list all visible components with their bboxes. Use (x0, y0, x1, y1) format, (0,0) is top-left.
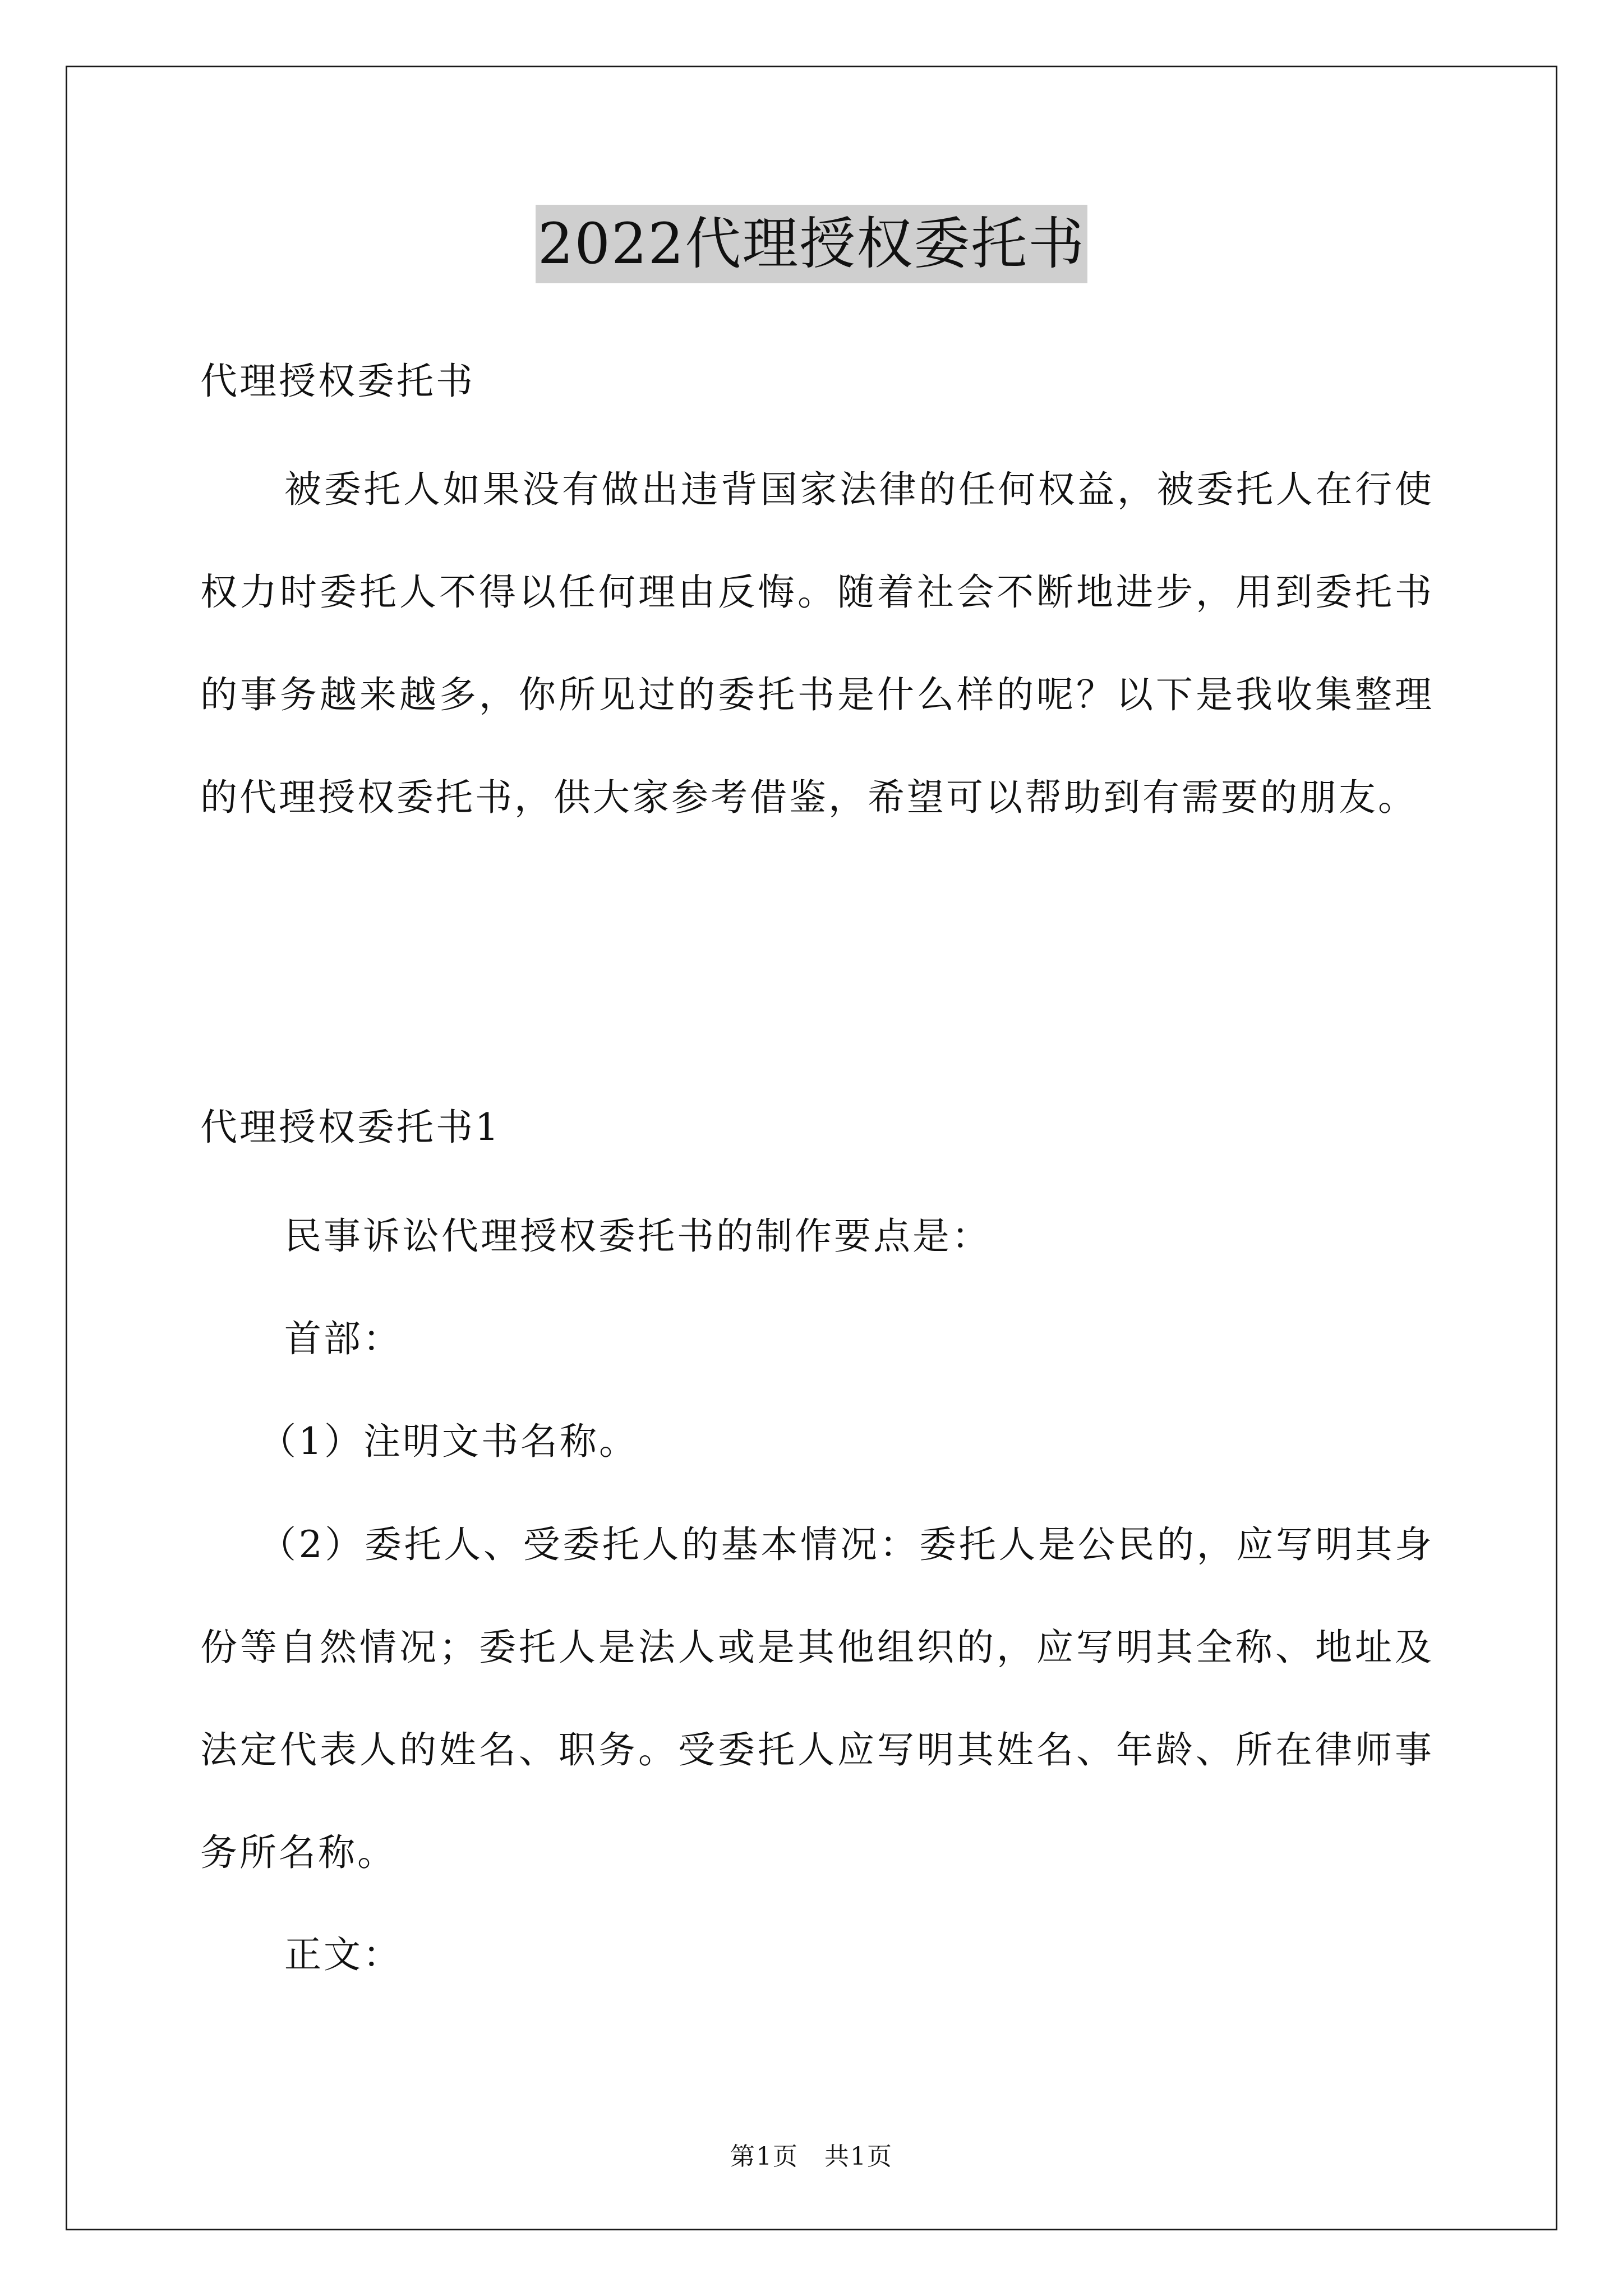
page-footer: 第1页 共1页 (730, 2142, 893, 2171)
section-heading: 代理授权委托书1 (200, 1106, 501, 1149)
intro-paragraph: 被委托人如果没有做出违背国家法律的任何权益，被委托人在行使权力时委托人不得以任何理由反悔。随着社会不断地进步，用到委托书的事务越来越多，你所见过的委托书是什么样的呢？以下是我收集整理的代理授权委托书，供大家参考借鉴，希望可以帮助到有需要的朋友。 (200, 468, 1434, 819)
list-item: （1）注明文书名称。 (259, 1420, 638, 1463)
list-item: （2）委托人、受委托人的基本情况：委托人是公民的，应写明其身份等自然情况；委托人是法人或是其他组织的，应写明其全称、地址及法定代表人的姓名、职务。受委托人应写明其姓名、年龄、所在律师事务所名称。 (200, 1523, 1434, 1874)
header-label: 首部： (284, 1317, 402, 1360)
body-label: 正文： (284, 1933, 402, 1976)
section-line: 民事诉讼代理授权委托书的制作要点是： (284, 1214, 991, 1258)
title-container (0, 205, 1623, 283)
intro-heading: 代理授权委托书 (200, 360, 475, 403)
document-title: 2022代理授权委托书 (536, 205, 1088, 283)
